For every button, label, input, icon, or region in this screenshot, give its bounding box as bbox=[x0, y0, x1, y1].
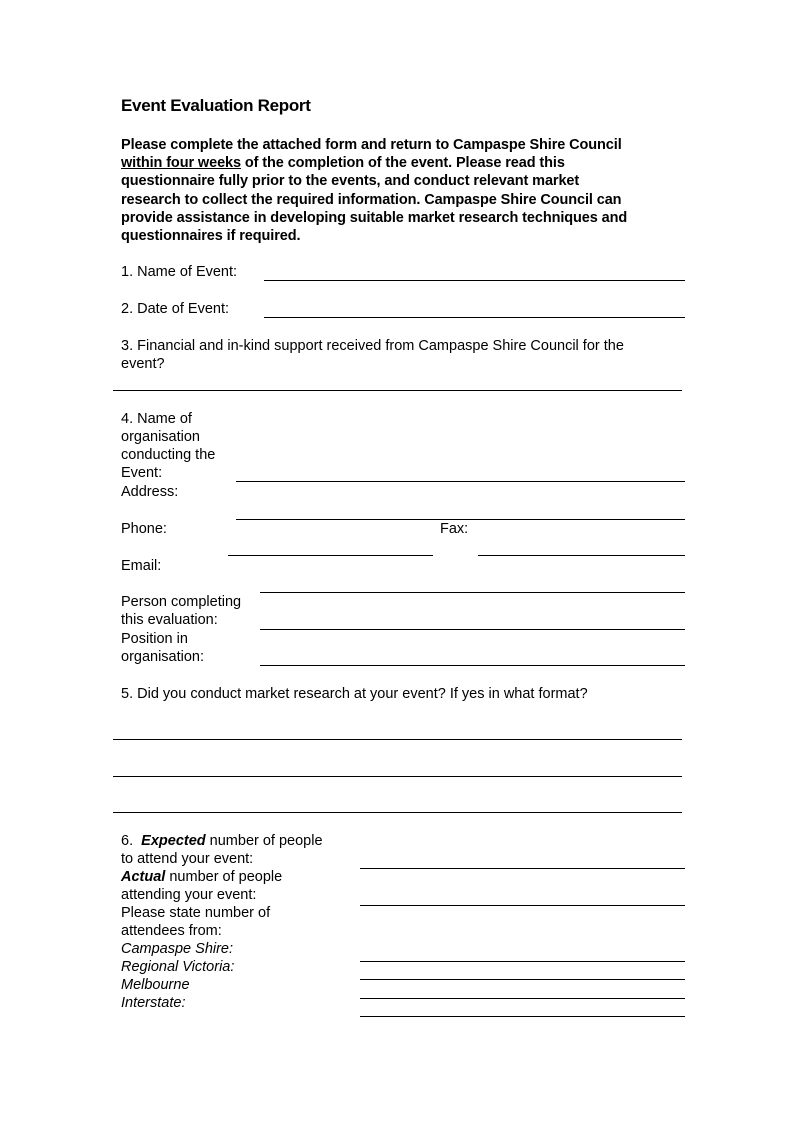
label-line: Please state number of bbox=[121, 905, 271, 921]
label-line: Person completing bbox=[121, 594, 242, 610]
label-line: organisation bbox=[121, 429, 200, 445]
position-label bbox=[121, 630, 204, 666]
region-regional-victoria-label: Regional Victoria: bbox=[121, 959, 235, 975]
name-of-event-label: 1. Name of Event: bbox=[121, 264, 238, 280]
label-line: 4. Name of bbox=[121, 411, 192, 427]
instructions-paragraph bbox=[121, 136, 691, 245]
instructions-line: questionnaire fully prior to the events, and conduct relevant market bbox=[121, 173, 580, 190]
person-completing-label bbox=[121, 593, 241, 629]
expected-attendance-field[interactable] bbox=[360, 868, 685, 869]
instructions-line: Please complete the attached form and return to Campaspe Shire Council bbox=[121, 137, 622, 153]
support-answer-field[interactable] bbox=[113, 390, 682, 391]
market-research-answer-line-2[interactable] bbox=[113, 776, 682, 777]
deadline-emphasis: within four weeks bbox=[121, 155, 241, 172]
instructions-line: provide assistance in developing suitable market research techniques and bbox=[121, 209, 628, 226]
email-field[interactable] bbox=[260, 592, 685, 593]
market-research-answer-line-1[interactable] bbox=[113, 739, 682, 740]
expected-emphasis: Expected bbox=[141, 833, 206, 849]
attendance-question bbox=[121, 832, 323, 1012]
label-line: conducting the bbox=[121, 447, 216, 463]
page-title: Event Evaluation Report bbox=[121, 96, 311, 115]
organisation-name-field[interactable] bbox=[236, 481, 685, 482]
instructions-line: questionnaires if required. bbox=[121, 228, 301, 245]
address-label: Address: bbox=[121, 484, 179, 500]
fax-field[interactable] bbox=[478, 555, 685, 556]
name-of-event-field[interactable] bbox=[264, 280, 685, 281]
support-question-label bbox=[121, 337, 624, 373]
instructions-line bbox=[121, 154, 691, 172]
instructions-text: of the completion of the event. Please read this bbox=[240, 155, 565, 172]
organisation-name-label bbox=[121, 410, 215, 482]
label-line: attending your event: bbox=[121, 887, 257, 903]
instructions-line: research to collect the required information. Campaspe Shire Council can bbox=[121, 191, 622, 208]
support-question-line: 3. Financial and in-kind support received from Campaspe Shire Council for the bbox=[121, 338, 624, 354]
phone-field[interactable] bbox=[228, 555, 433, 556]
date-of-event-field[interactable] bbox=[264, 317, 685, 318]
email-label: Email: bbox=[121, 558, 162, 574]
region-campaspe-label: Campaspe Shire: bbox=[121, 941, 234, 957]
label-line: this evaluation: bbox=[121, 612, 218, 628]
support-question-line: event? bbox=[121, 356, 165, 372]
phone-label: Phone: bbox=[121, 521, 167, 537]
date-of-event-label: 2. Date of Event: bbox=[121, 301, 230, 317]
label-line: to attend your event: bbox=[121, 851, 254, 867]
region-interstate-label: Interstate: bbox=[121, 995, 186, 1011]
fax-label: Fax: bbox=[440, 521, 469, 537]
person-completing-field[interactable] bbox=[260, 629, 685, 630]
actual-emphasis: Actual bbox=[121, 869, 166, 885]
market-research-answer-line-3[interactable] bbox=[113, 812, 682, 813]
region-melbourne-label: Melbourne bbox=[121, 977, 190, 993]
actual-label bbox=[121, 868, 323, 886]
actual-attendance-field[interactable] bbox=[360, 905, 685, 906]
expected-label bbox=[121, 832, 323, 850]
label-line: Position in bbox=[121, 631, 188, 647]
label-text: number of people bbox=[205, 833, 323, 849]
label-line: Event: bbox=[121, 465, 163, 481]
regional-victoria-attendees-field[interactable] bbox=[360, 979, 685, 980]
label-line: organisation: bbox=[121, 649, 205, 665]
campaspe-attendees-field[interactable] bbox=[360, 961, 685, 962]
melbourne-attendees-field[interactable] bbox=[360, 998, 685, 999]
label-text: number of people bbox=[165, 869, 283, 885]
position-field[interactable] bbox=[260, 665, 685, 666]
market-research-question: 5. Did you conduct market research at your event? If yes in what format? bbox=[121, 686, 588, 702]
interstate-attendees-field[interactable] bbox=[360, 1016, 685, 1017]
question-number: 6. bbox=[121, 833, 134, 849]
label-line: attendees from: bbox=[121, 923, 222, 939]
